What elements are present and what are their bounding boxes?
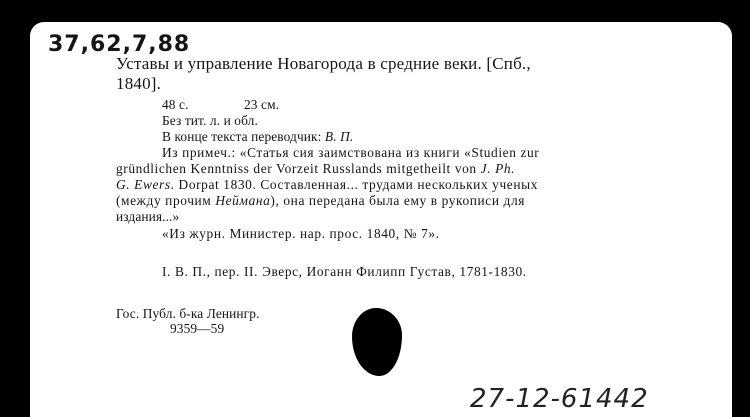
author-italic-2: G. Ewers: [116, 177, 171, 192]
preface-text-2: gründlichen Kenntniss der Vorzeit Russlands mitgetheilt von: [116, 161, 481, 176]
neumann: Неймана: [215, 193, 271, 208]
note-no-title: Без тит. л. и обл.: [162, 113, 258, 128]
title-line-1: Уставы и управление Новагорода в средние веки. [Спб.,: [116, 54, 531, 73]
source-note: «Из журн. Министер. нар. прос. 1840, № 7».: [162, 226, 440, 241]
scan-border-right: [732, 0, 750, 417]
size: 23 см.: [244, 97, 280, 112]
translator-name: В. П.: [324, 129, 354, 144]
inventory-number: 27-12-61442: [470, 384, 649, 414]
pages: 48 с.: [162, 97, 189, 112]
translator-prefix: В конце текста переводчик:: [162, 129, 325, 144]
left-margin-number: 177-313: [28, 384, 136, 412]
preface-text-4b: ), она передана была ему в рукописи для: [270, 193, 526, 208]
authors-tracing: I. В. П., пер. II. Эверс, Иоганн Филипп Густав, 1781-1830.: [162, 264, 527, 279]
author-italic: J. Ph.: [480, 161, 516, 176]
preface-line-5: издания...»: [116, 209, 180, 224]
library-stamp: Гос. Публ. б-ка Ленингр.: [116, 306, 260, 321]
preface-line-3: [116, 177, 538, 192]
preface-line-1: Из примеч.: «Статья сия заимствована из книги «Studien zur: [162, 145, 540, 160]
note-translator: [162, 129, 353, 144]
preface-text-3: . Dorpat 1830. Составленная... трудами нескольких ученых: [170, 177, 539, 192]
preface-text-4a: (между прочим: [116, 193, 216, 208]
title-line-2: 1840].: [116, 74, 162, 93]
preface-line-4: [116, 193, 525, 208]
call-number: 37,62,7,88: [48, 32, 191, 57]
preface-line-2: [116, 161, 515, 176]
library-code: 9359—59: [170, 321, 225, 336]
